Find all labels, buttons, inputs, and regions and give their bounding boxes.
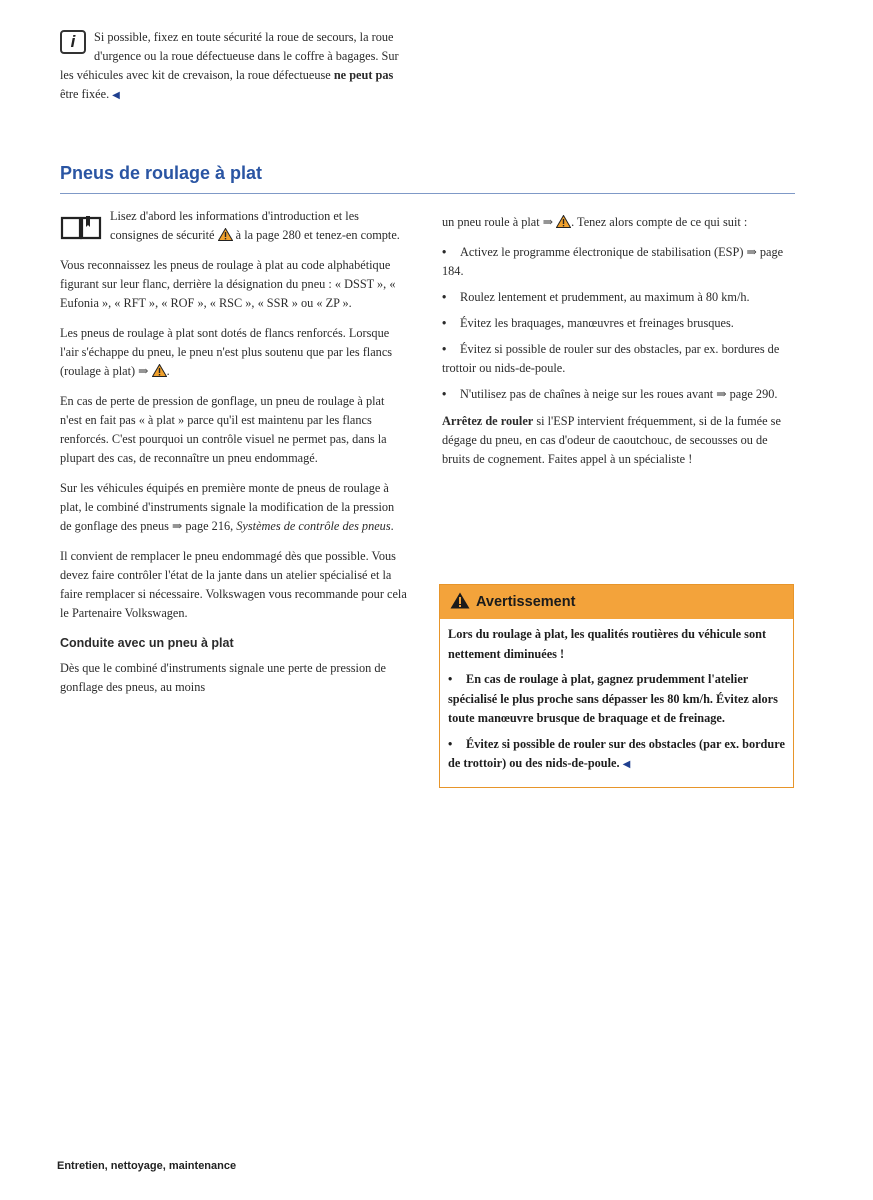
link-systemes-controle[interactable]: Systèmes de contrôle des pneus xyxy=(236,519,391,533)
bullet-text: N'utilisez pas de chaînes à neige sur les roues avant ⇒ page 290. xyxy=(460,387,778,401)
paragraph-codes: Vous reconnaissez les pneus de roulage à plat au code alphabétique figurant sur leur flanc, derrière la désignation du pneu : « DSST », « Eufonia », « RFT », « ROF », « RSC », « SSR » ou « ZP ». xyxy=(60,258,396,310)
warning-body xyxy=(440,619,793,787)
paragraph-flancs-text: Les pneus de roulage à plat sont dotés de flancs renforcés. Lorsque l'air s'échappe du pneu, le pneu n'est plus soutenu que par les flancs (roulage à plat) ⇒ xyxy=(60,326,393,378)
bullet-icon: • xyxy=(448,672,453,686)
list-item xyxy=(442,314,794,333)
warning-bullet-text: Évitez si possible de rouler sur des obstacles (par ex. bordure de trottoir) ou des nids-de-poule. xyxy=(448,736,785,770)
bullet-text: Évitez si possible de rouler sur des obstacles, par ex. bordures de trottoir ou nids-de-poule. xyxy=(442,342,780,375)
bullet-icon: • xyxy=(442,387,447,401)
bullet-icon: • xyxy=(442,290,447,304)
info-icon: i xyxy=(60,30,86,54)
list-item xyxy=(442,385,794,404)
paragraph-flancs: Les pneus de roulage à plat sont dotés de flancs renforcés. Lorsque l'air s'échappe du pneu, le pneu n'est plus soutenu que par les flancs (roulage à plat) ⇒ . xyxy=(60,326,393,378)
info-note xyxy=(60,28,412,105)
bullet-text: Évitez les braquages, manœuvres et freinages brusques. xyxy=(460,316,734,330)
list-item xyxy=(442,340,794,378)
paragraph-continuation xyxy=(442,213,794,232)
bullet-text: Activez le programme électronique de stabilisation (ESP) ⇒ page 184. xyxy=(442,245,784,278)
paragraph-combine xyxy=(60,479,408,536)
paragraph-pression: En cas de perte de pression de gonflage, un pneu de roulage à plat n'est en fait pas « à plat » parce qu'il est maintenu par les flancs renforcés. C'est pourquoi un contrôle visuel ne permet pas, dans la plupart des cas, de reconnaître un pneu endommagé. xyxy=(60,394,387,465)
list-item xyxy=(442,288,794,307)
warning-bullet-text: En cas de roulage à plat, gagnez prudemment l'atelier spécialisé le plus proche sans dépasser les 80 km/h. Évitez alors toute manœuvre brusque de braquage et de freinage. xyxy=(448,672,778,725)
arretez-bold: Arrêtez de rouler xyxy=(442,414,534,428)
warning-triangle-icon xyxy=(218,228,233,241)
arretez-text: si l'ESP intervient fréquemment, si de la fumée se dégage du pneu, en cas d'odeur de caoutchouc, de secousses ou de bruits de cognement. Faites appel à un spécialiste ! xyxy=(442,414,781,466)
paragraph-remplacer: Il convient de remplacer le pneu endommagé dès que possible. Vous devez faire contrôler l'état de la jante dans un atelier spécialisé et la faire remplacer si nécessaire. Volkswagen vous recommande pour cela le Partenaire Volkswagen. xyxy=(60,549,407,620)
paragraph-combine-end: . xyxy=(390,519,394,533)
warning-title: Avertissement xyxy=(476,594,576,610)
bullet-text: Roulez lentement et prudemment, au maximum à 80 km/h. xyxy=(460,290,750,304)
info-note-text: Si possible, fixez en toute sécurité la roue de secours, la roue d'urgence ou la roue défectueuse dans le coffre à bagages. Sur les véhicules avec kit de crevaison, la roue défectueuse xyxy=(60,30,399,82)
warning-triangle-icon xyxy=(450,592,470,609)
section-title: Pneus de roulage à plat xyxy=(60,163,263,183)
end-marker-icon: ◀ xyxy=(622,759,631,770)
section-rule xyxy=(60,193,795,194)
continuation-text-b: . Tenez alors compte de ce qui suit : xyxy=(571,215,748,229)
warning-bullet xyxy=(448,670,785,729)
subheading-conduite: Conduite avec un pneu à plat xyxy=(60,636,234,650)
bullet-icon: • xyxy=(442,245,447,259)
page-footer: Entretien, nettoyage, maintenance xyxy=(57,1160,237,1172)
warning-box xyxy=(439,584,794,788)
warning-triangle-icon xyxy=(152,364,167,377)
list-item xyxy=(442,243,794,281)
info-note-end: être fixée. xyxy=(60,87,110,101)
continuation-text-a: un pneu roule à plat ⇒ xyxy=(442,215,554,229)
paragraph-conduite: Dès que le combiné d'instruments signale une perte de pression de gonflage des pneus, au moins xyxy=(60,661,386,694)
intro-text-a: Lisez d'abord les informations d'introduction et les consignes de sécurité xyxy=(110,209,359,242)
warning-header xyxy=(440,585,793,619)
warning-paragraph: Lors du roulage à plat, les qualités routières du véhicule sont nettement diminuées ! xyxy=(448,627,767,661)
bullet-icon: • xyxy=(442,342,447,356)
info-note-bold: ne peut pas xyxy=(333,68,394,82)
warning-bullet xyxy=(448,735,785,775)
intro-paragraph xyxy=(60,207,408,245)
right-column xyxy=(442,213,794,480)
end-marker-icon: ◀ xyxy=(112,90,120,101)
warning-triangle-icon xyxy=(556,215,571,228)
left-column xyxy=(60,207,408,708)
paragraph-arretez xyxy=(442,412,794,469)
paragraph-combine-text: Sur les véhicules équipés en première monte de pneus de roulage à plat, le combiné d'instruments signale la modification de la pression de gonflage des pneus ⇒ page 216, xyxy=(60,481,395,533)
bullet-icon: • xyxy=(448,736,453,751)
intro-text-b: à la page 280 et tenez-en compte. xyxy=(235,228,400,242)
book-icon xyxy=(60,213,102,241)
bullet-icon: • xyxy=(442,316,447,330)
